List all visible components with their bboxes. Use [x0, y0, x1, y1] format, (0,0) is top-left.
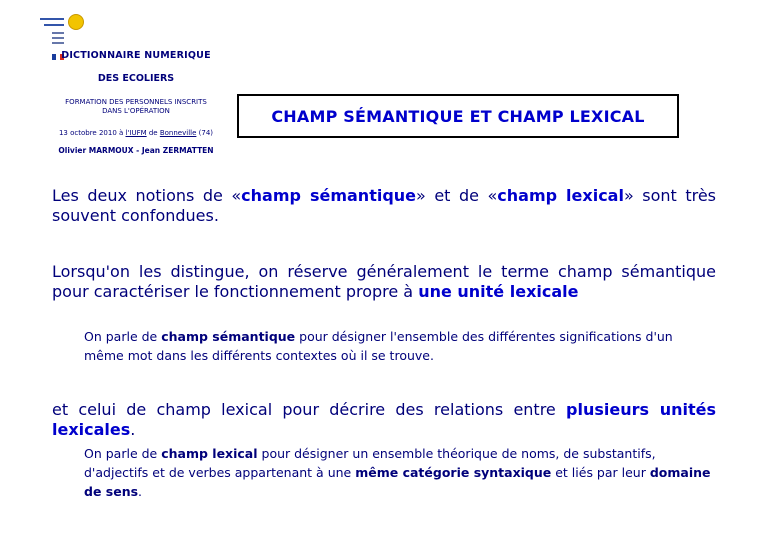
- sub1-bold-1: champ sémantique: [161, 329, 296, 344]
- para2-text-1: Lorsqu'on les distingue, on réserve généralement le terme champ sémantique pour caractériser le fonctionnement propre à: [52, 262, 716, 301]
- para1-text-2: » et de «: [416, 186, 498, 205]
- sub2-bold-1: champ lexical: [161, 446, 258, 461]
- sub2-text-3: et liés par leur: [551, 465, 650, 480]
- paragraph-1: [52, 186, 716, 226]
- sub1-text-2: pour désigner l'ensemble des différentes significations d'un même mot dans les différents contextes où il se trouve.: [84, 329, 673, 363]
- sub2-bold-3: domaine de sens: [84, 465, 711, 499]
- para1-bold-2: champ lexical: [497, 186, 624, 205]
- authors: Olivier MARMOUX - Jean ZERMATTEN: [58, 146, 214, 155]
- date-place-link[interactable]: l'IUFM: [125, 129, 147, 137]
- para1-bold-1: champ sémantique: [241, 186, 417, 205]
- date-suffix: (74): [196, 129, 214, 137]
- dictionary-title: DICTIONNAIRE NUMERIQUE: [61, 50, 211, 61]
- para2-bold-1: une unité lexicale: [418, 282, 579, 301]
- sub1-text-1: On parle de: [84, 329, 162, 344]
- sub2-text-1: On parle de: [84, 446, 162, 461]
- sub2-text-4: .: [138, 484, 143, 499]
- page-title: CHAMP SÉMANTIQUE ET CHAMP LEXICAL: [271, 106, 645, 126]
- paragraph-3: [52, 400, 716, 440]
- logo-line: [40, 18, 64, 20]
- formation-text: [36, 98, 236, 116]
- sub-paragraph-2: [84, 444, 712, 501]
- formation-line-2: DANS L'OPÉRATION: [102, 107, 170, 115]
- paragraph-2: [52, 262, 716, 302]
- ministere-logo: [40, 12, 82, 48]
- sub2-text-2: pour désigner un ensemble théorique de noms, de substantifs, d'adjectifs et de verbes appartenant à une: [84, 446, 656, 480]
- dictionary-subtitle: DES ECOLIERS: [97, 73, 175, 84]
- para1-text-3: » sont très souvent confondues.: [52, 186, 716, 225]
- date-prefix: 13 octobre 2010 à: [58, 129, 126, 137]
- para3-text-2: .: [130, 420, 136, 439]
- date-city-link[interactable]: Bonneville: [159, 129, 197, 137]
- para1-text-1: Les deux notions de «: [52, 186, 242, 205]
- sub-paragraph-1: [84, 327, 712, 365]
- logo-line: [52, 37, 64, 39]
- logo-line: [52, 32, 64, 34]
- title-box: [237, 94, 679, 138]
- date-mid: de: [146, 129, 160, 137]
- para3-text-1: et celui de champ lexical pour décrire des relations entre: [52, 400, 567, 419]
- sub2-bold-2: même catégorie syntaxique: [355, 465, 552, 480]
- logo-line: [44, 24, 64, 26]
- header-block: [36, 50, 236, 155]
- logo-sun-icon: [68, 14, 84, 30]
- date-line: [36, 129, 236, 137]
- logo-line: [52, 42, 64, 44]
- formation-line-1: FORMATION DES PERSONNELS INSCRITS: [65, 98, 207, 106]
- para3-bold-1: plusieurs unités lexicales: [52, 400, 717, 439]
